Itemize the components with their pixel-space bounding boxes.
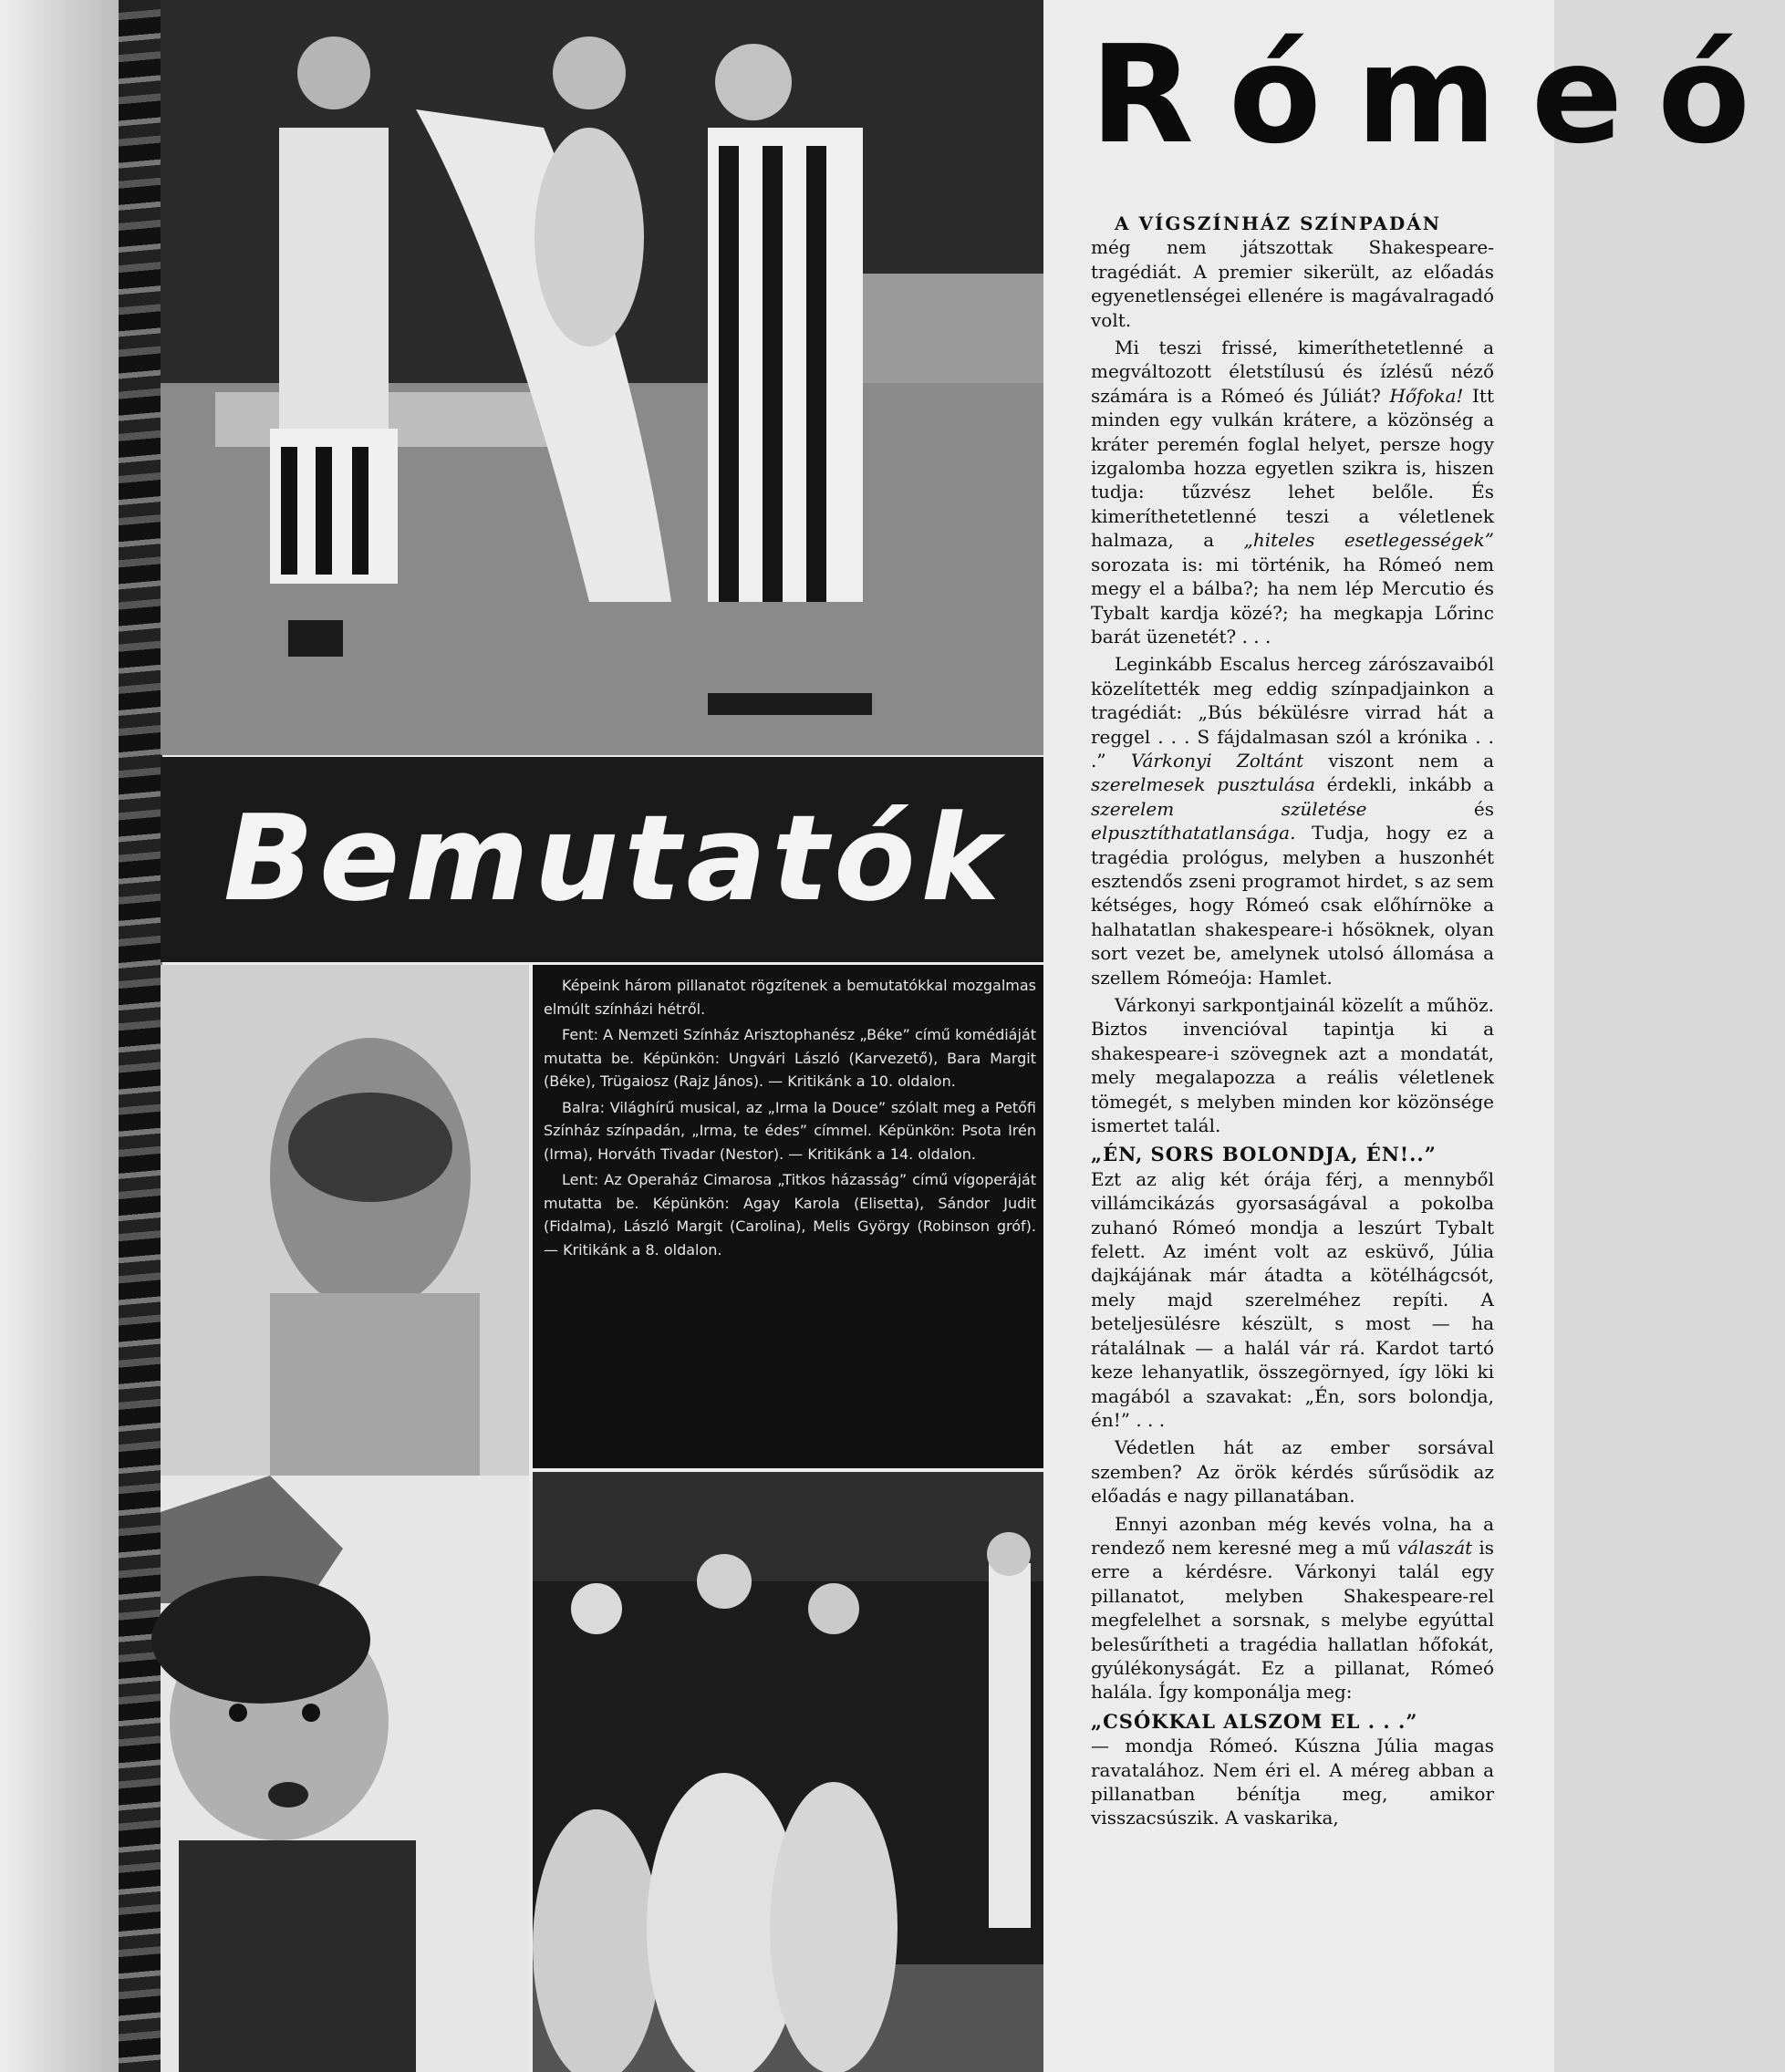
article-p7: Ennyi azonban még kevés volna, ha a rendező nem keresné meg a mű válaszát is erre a kérdésre. Várkonyi talál egy pillanatot, melyben Shakespeare-rel megfelelhet a sorsnak, s melybe egyúttal belesűrítheti a tragédia hallatlan hőfokát, gyúlékonyságát. Ez a pillanat, Rómeó halála. Így komponálja meg:	[1091, 1512, 1494, 1704]
article-p1: még nem játszottak Shakespeare-tragédiát. A premier sikerült, az előadás egyenetlenségei ellenére is magávalragadó volt.	[1091, 236, 1494, 331]
caption-balra: Balra: Világhírű musical, az „Irma la Douce” szólalt meg a Petőfi Színház színpadán, „Irma, te édes” címmel. Képünkön: Psota Irén (Irma), Horváth Tivadar (Nestor). — Kritikánk a 14. oldalon.	[544, 1098, 1036, 1163]
stage-photo-left	[161, 965, 529, 2072]
article-title: Rómeó	[1090, 16, 1785, 173]
caption-lent: Lent: Az Operaház Cimarosa „Titkos házasság” című vígoperáját mutatta be. Képünkön: Agay Karola (Elisetta), Sándor Judit (Fidalma), László Margit (Carolina), Melis György (Robinson gróf). — Kritikánk a 8. oldalon.	[544, 1171, 1036, 1259]
stage-photo-top	[161, 0, 1043, 755]
article-lead: A VÍGSZÍNHÁZ SZÍNPADÁN	[1115, 212, 1442, 234]
section-title: Bemutatók	[223, 789, 1006, 927]
stage-photo-bottom	[533, 1472, 1043, 2072]
article-body	[1091, 212, 1494, 1834]
article-subheading-2: „CSÓKKAL ALSZOM EL . . .”	[1091, 1709, 1418, 1733]
article-subheading-1: „ÉN, SORS BOLONDJA, ÉN!..”	[1091, 1143, 1437, 1166]
caption-fent: Fent: A Nemzeti Színház Arisztophanész „Béke” című komédiáját mutatta be. Képünkön: Ungvári László (Karvezető), Bara Margit (Béke), Trügaiosz (Rajz János). — Kritikánk a 10. oldalon.	[544, 1026, 1036, 1090]
article-p5: Ezt az alig két órája férj, a mennyből villámcikázás gyorsaságával a pokolba zuhanó Rómeó mondja a leszúrt Tybalt felett. Az imént volt az esküvő, Júlia dajkájának már átadta a kötélhágcsót, mely majd szerelméhez repíti. A beteljesülésre készült, s most — ha rátalálnak — a halál vár rá. Kardot tartó keze lehanyatlik, összegörnyed, így löki ki magából a szavakat: „Én, sors bolondja, én!” . . .	[1091, 1167, 1494, 1431]
photo-captions	[544, 974, 1036, 1264]
article-p3: Leginkább Escalus herceg zárószavaiból közelítették meg eddig színpadjainkon a tragédiát: „Bús békülésre virrad hát a reggel . . . S fájdalmasan szól a krónika . . .” Várkonyi Zoltánt viszont nem a szerelmesek pusztulása érdekli, inkább a szerelem születése és elpusztíthatatlansága. Tudja, hogy ez a tragédia prológus, melyben a huszonhét esztendős zseni programot hirdet, s az sem kétséges, hogy Rómeó csak előhírnöke a halhatatlan shakespeare-i hősöknek, olyan sort vezet be, amelynek utolsó állomása a szellem Rómeója: Hamlet.	[1091, 653, 1494, 989]
caption-intro: Képeink három pillanatot rögzítenek a bemutatókkal mozgalmas elmúlt színházi hétről.	[544, 977, 1036, 1018]
scan-margin	[0, 0, 119, 2072]
article-p4: Várkonyi sarkpontjainál közelít a műhöz. Biztos invencióval tapintja ki a shakespeare-i szövegnek azt a mondatát, mely megalapozza a reális véletlenek tömegét, s melyben minden kor közönsége ismertet talál.	[1091, 994, 1494, 1137]
magazine-spine	[119, 0, 162, 2072]
article-p6: Védetlen hát az ember sorsával szemben? Az örök kérdés sűrűsödik az előadás e nagy pillanatában.	[1091, 1436, 1494, 1507]
article-p2: Mi teszi frissé, kimeríthetetlenné a megváltozott életstílusú és ízlésű néző számára is a Rómeó és Júliát? Hőfoka! Itt minden egy vulkán krátere, a közönség a kráter peremén foglal helyet, persze hogy izgalomba hozza egyetlen szikra is, hiszen tudja: tűzvész lehet belőle. És kimeríthetetlenné teszi a véletlenek halmaza, a „hiteles esetlegességek” sorozata is: mi történik, ha Rómeó nem megy el a bálba?; ha nem lép Mercutio és Tybalt kardja közé?; ha megkapja Lőrinc barát üzenetét? . . .	[1091, 337, 1495, 648]
article-p8: — mondja Rómeó. Kúszna Júlia magas ravatalához. Nem éri el. A méreg abban a pillanatban bénítja meg, amikor visszacsúszik. A vaskarika,	[1091, 1735, 1494, 1829]
